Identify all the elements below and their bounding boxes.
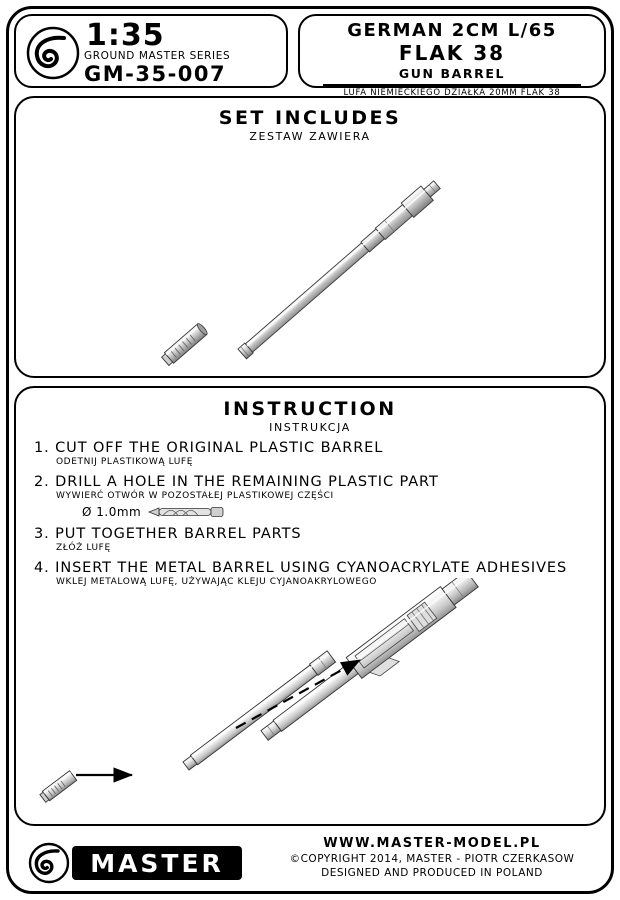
product-subtitle-pl: LUFA NIEMIECKIEGO DZIAŁKA 20MM FLAK 38 [343,87,561,98]
metal-gun-barrel-part [236,177,443,361]
drill-diameter-label: Ø 1.0mm [82,505,142,519]
plastic-gun-model [257,578,486,753]
footer-copyright: ©COPYRIGHT 2014, MASTER - PIOTR CZERKASOW [289,853,575,865]
product-code: GM-35-007 [84,62,227,86]
header-left-box [14,14,288,88]
header-divider [323,84,581,86]
footer-origin: DESIGNED AND PRODUCED IN POLAND [321,867,543,879]
step-2-number: 2. [34,474,50,490]
step-1-text [34,440,590,456]
step-2-subtext: WYWIERĆ OTWÓR W POZOSTAŁEJ PLASTIKOWEJ CZĘŚCI [56,491,334,501]
flash-hider-sleeve-insert [39,771,77,803]
step-3-subtext: ZŁÓŻ LUFĘ [56,543,111,553]
step-3-label: PUT TOGETHER BARREL PARTS [55,526,302,542]
master-brand-logo [28,842,248,884]
step-4-subtext: WKLEJ METALOWĄ LUFĘ, UŻYWAJĄC KLEJU CYJANOAKRYLOWEGO [56,577,377,587]
instruction-step-2 [34,474,590,519]
footer-brand-text: MASTER [90,849,224,878]
product-title-line3: GUN BARREL [398,66,506,81]
set-includes-subtitle: ZESTAW ZAWIERA [249,130,371,143]
instruction-panel [14,386,606,826]
scale-label: 1:35 [86,18,165,53]
instruction-step-3 [34,526,590,553]
step-2-text [34,474,590,490]
product-title-line2: FLAK 38 [398,41,506,65]
step-3-text [34,526,590,542]
product-title-line1: GERMAN 2CM L/65 [347,20,557,41]
header-title-box [298,14,606,98]
step-4-number: 4. [34,560,50,576]
instruction-step-1 [34,440,590,467]
step-3-number: 3. [34,526,50,542]
drill-spec-row [82,505,590,519]
series-label: GROUND MASTER SERIES [84,50,231,62]
assembly-diagram [24,578,600,818]
set-includes-parts-illustration [16,136,604,376]
header [14,14,606,98]
master-spiral-logo-icon [26,26,80,80]
footer [14,834,606,894]
step-2-label: DRILL A HOLE IN THE REMAINING PLASTIC PART [55,474,439,490]
step-4-label: INSERT THE METAL BARREL USING CYANOACRYLATE ADHESIVES [55,560,568,576]
step-1-number: 1. [34,440,50,456]
instruction-heading-group [16,398,604,434]
step-1-label: CUT OFF THE ORIGINAL PLASTIC BARREL [55,440,384,456]
flash-hider-sleeve-part [161,322,209,366]
instruction-subtitle: INSTRUKCJA [269,421,351,434]
step-1-subtext: ODETNIJ PLASTIKOWĄ LUFĘ [56,457,193,467]
step-4-text [34,560,590,576]
footer-website[interactable]: WWW.MASTER-MODEL.PL [323,836,541,851]
instruction-steps [34,440,590,594]
drill-bit-icon [147,505,225,519]
footer-text-block [258,836,606,879]
metal-barrel-insert [182,651,336,772]
instruction-title: INSTRUCTION [223,398,397,420]
set-includes-panel [14,96,606,378]
set-includes-title: SET INCLUDES [218,107,402,129]
